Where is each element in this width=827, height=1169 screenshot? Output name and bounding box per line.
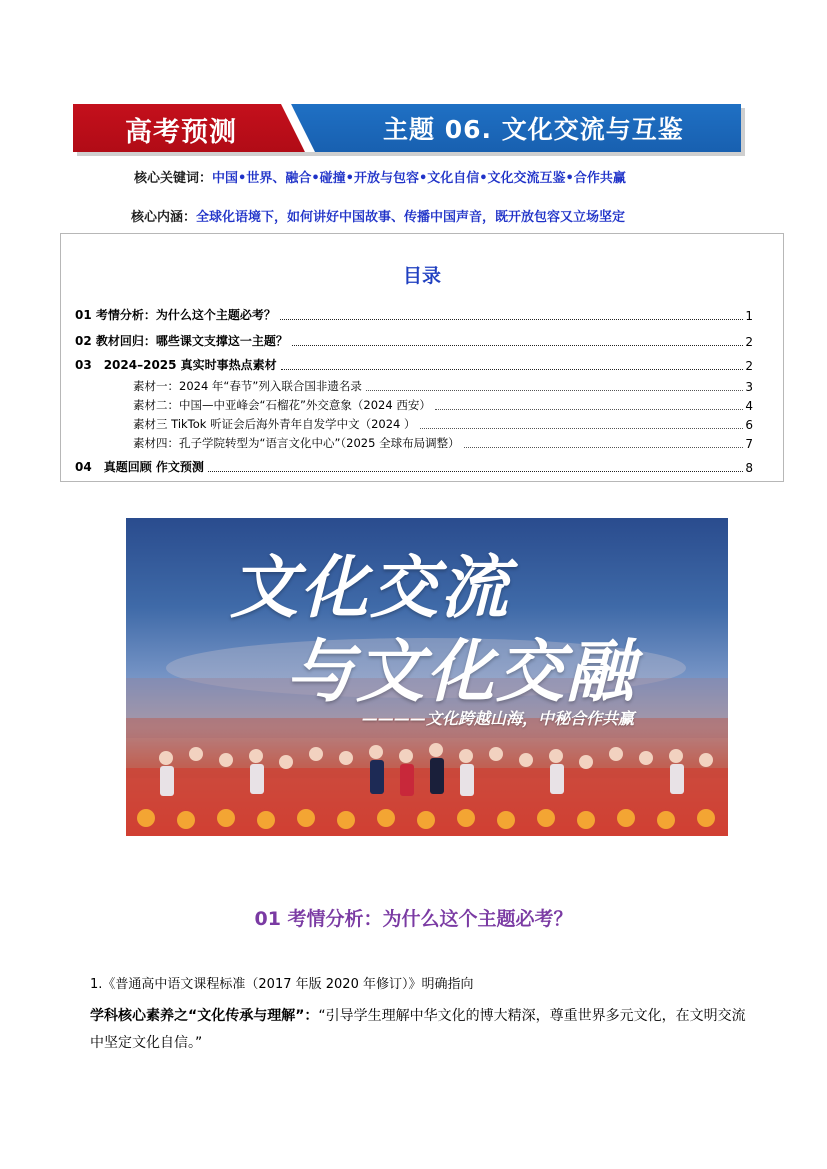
hero-subtitle: ————文化跨越山海，中秘合作共赢 [362,709,635,728]
connotation-line [131,206,625,225]
toc-leader [435,408,744,410]
toc-item-label: 04 真题回顾 作文预测 [75,460,204,474]
toc-item-label: 02 教材回归：哪些课文支撑这一主题？ [75,334,288,348]
toc-leader [281,368,744,370]
toc-title: 目录 [402,265,441,287]
toc-page-number: 3 [745,380,753,394]
toc-leader [208,470,743,472]
core-literacy-quote: “引导学生理解中华文化的博大精深，尊重世界多元文化，在文明交流中坚定文化自信。” [90,1008,746,1051]
toc-subitem[interactable] [133,397,753,413]
toc-item-label: 素材四：孔子学院转型为“语言文化中心”（2025 全球布局调整） [133,436,460,450]
keywords-label: 核心关键词： [134,171,213,186]
toc-subitem[interactable] [133,435,753,451]
toc-page-number: 1 [745,309,753,323]
toc-item-label: 素材二：中国—中亚峰会“石榴花”外交意象（2024 西安） [133,398,431,412]
header-banner [73,104,745,154]
toc-item-label: 素材一：2024 年“春节”列入联合国非遗名录 [133,379,362,393]
core-literacy-label: 学科核心素养之“文化传承与理解”： [90,1008,319,1024]
toc-leader [420,427,744,429]
connotation-label: 核心内涵： [131,210,197,225]
toc-page-number: 8 [745,461,753,475]
toc-page-number: 7 [745,437,753,451]
toc-leader [366,389,744,391]
hero-image [126,518,728,836]
toc-item-label: 03 2024–2025 真实时事热点素材 [75,358,277,372]
hero-title-line2: 与文化交融 [286,632,637,712]
section-heading: 01 考情分析：为什么这个主题必考？ [254,908,573,930]
toc-page-number: 2 [745,335,753,349]
keywords-value: 中国•世界、融合•碰撞•开放与包容•文化自信•文化交流互鉴•合作共赢 [212,171,626,186]
toc-leader [464,446,744,448]
toc-leader [280,318,743,320]
toc-page-number: 2 [745,359,753,373]
toc-item-label: 素材三 TikTok 听证会后海外青年自发学中文（2024 ） [133,417,416,431]
toc-item[interactable] [75,458,753,475]
banner-exam-label: 高考预测 [125,117,237,148]
toc-leader [292,344,743,346]
toc-page-number: 6 [745,418,753,432]
paragraph-core-literacy [90,1003,758,1057]
toc-page-number: 4 [745,399,753,413]
table-of-contents [60,233,784,482]
toc-subitem[interactable] [133,378,753,394]
banner-topic-title: 主题 06. 文化交流与互鉴 [383,115,684,144]
toc-item[interactable] [75,332,753,349]
keywords-line [134,167,626,186]
paragraph-standard: 1.《普通高中语文课程标准（2017 年版 2020 年修订）》明确指向 [90,977,474,992]
toc-subitem[interactable] [133,416,753,432]
hero-title-line1: 文化交流 [230,548,511,628]
toc-item-label: 01 考情分析：为什么这个主题必考？ [75,308,276,322]
toc-item[interactable] [75,306,753,323]
connotation-value: 全球化语境下，如何讲好中国故事、传播中国声音，既开放包容又立场坚定 [196,210,626,225]
toc-item[interactable] [75,356,753,373]
